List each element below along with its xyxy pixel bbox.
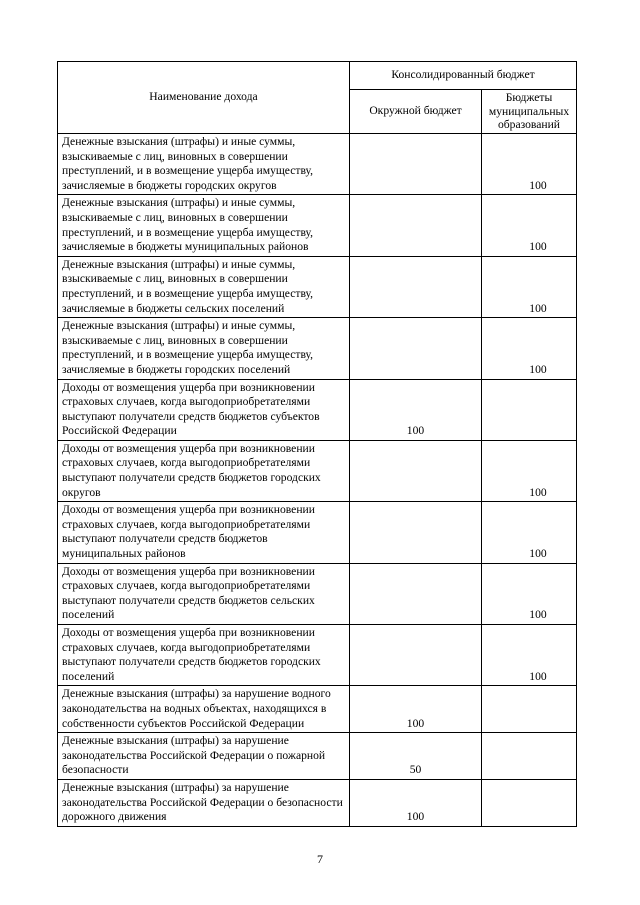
header-municipal-budgets: Бюджеты муниципальных образований: [482, 90, 577, 134]
row-income-name: Денежные взыскания (штрафы) и иные суммы, взыскиваемые с лиц, виновных в совершении преступлений, и в возмещение ущерба имуществу, зачисляемые в бюджеты городских округов: [58, 134, 350, 195]
row-income-name: Доходы от возмещения ущерба при возникновении страховых случаев, когда выгодоприобретателями выступают получатели средств бюджетов сельских поселений: [58, 563, 350, 624]
table-row: [58, 318, 577, 379]
row-district-value: [350, 318, 482, 379]
header-consolidated-budget: Консолидированный бюджет: [350, 62, 577, 90]
table-row: [58, 779, 577, 826]
row-income-name: Доходы от возмещения ущерба при возникновении страховых случаев, когда выгодоприобретателями выступают получатели средств бюджетов субъектов Российской Федерации: [58, 379, 350, 440]
table-row: [58, 134, 577, 195]
row-municipal-value: [482, 379, 577, 440]
row-district-value: 100: [350, 779, 482, 826]
table-row: [58, 195, 577, 256]
header-name-column: Наименование дохода: [58, 62, 350, 134]
row-income-name: Денежные взыскания (штрафы) за нарушение водного законодательства на водных объектах, находящихся в собственности субъектов Российской Федерации: [58, 686, 350, 733]
revenue-table: [57, 61, 577, 827]
table-row: [58, 502, 577, 563]
row-district-value: [350, 256, 482, 317]
row-district-value: [350, 134, 482, 195]
row-income-name: Доходы от возмещения ущерба при возникновении страховых случаев, когда выгодоприобретателями выступают получатели средств бюджетов муниципальных районов: [58, 502, 350, 563]
table-row: [58, 686, 577, 733]
row-municipal-value: 100: [482, 195, 577, 256]
row-income-name: Денежные взыскания (штрафы) и иные суммы, взыскиваемые с лиц, виновных в совершении преступлений, и в возмещение ущерба имуществу, зачисляемые в бюджеты городских поселений: [58, 318, 350, 379]
row-municipal-value: 100: [482, 563, 577, 624]
row-district-value: [350, 195, 482, 256]
row-income-name: Денежные взыскания (штрафы) и иные суммы, взыскиваемые с лиц, виновных в совершении преступлений, и в возмещение ущерба имуществу, зачисляемые в бюджеты муниципальных районов: [58, 195, 350, 256]
table-row: [58, 625, 577, 686]
row-district-value: [350, 502, 482, 563]
table-row: [58, 733, 577, 780]
row-municipal-value: 100: [482, 256, 577, 317]
row-municipal-value: [482, 733, 577, 780]
row-income-name: Доходы от возмещения ущерба при возникновении страховых случаев, когда выгодоприобретателями выступают получатели средств бюджетов городских поселений: [58, 625, 350, 686]
row-income-name: Денежные взыскания (штрафы) за нарушение законодательства Российской Федерации о пожарной безопасности: [58, 733, 350, 780]
table-row: [58, 256, 577, 317]
row-district-value: 100: [350, 686, 482, 733]
row-municipal-value: 100: [482, 134, 577, 195]
row-district-value: [350, 440, 482, 501]
row-municipal-value: 100: [482, 625, 577, 686]
row-income-name: Денежные взыскания (штрафы) за нарушение законодательства Российской Федерации о безопасности дорожного движения: [58, 779, 350, 826]
table-row: [58, 440, 577, 501]
header-district-budget: Окружной бюджет: [350, 90, 482, 134]
table-row: [58, 379, 577, 440]
page-number: 7: [317, 852, 323, 866]
row-municipal-value: 100: [482, 502, 577, 563]
row-district-value: [350, 563, 482, 624]
row-municipal-value: [482, 779, 577, 826]
row-municipal-value: [482, 686, 577, 733]
table-row: [58, 563, 577, 624]
row-municipal-value: 100: [482, 440, 577, 501]
row-income-name: Денежные взыскания (штрафы) и иные суммы, взыскиваемые с лиц, виновных в совершении преступлений, и в возмещение ущерба имуществу, зачисляемые в бюджеты сельских поселений: [58, 256, 350, 317]
row-income-name: Доходы от возмещения ущерба при возникновении страховых случаев, когда выгодоприобретателями выступают получатели средств бюджетов городских округов: [58, 440, 350, 501]
row-municipal-value: 100: [482, 318, 577, 379]
row-district-value: 100: [350, 379, 482, 440]
row-district-value: 50: [350, 733, 482, 780]
row-district-value: [350, 625, 482, 686]
